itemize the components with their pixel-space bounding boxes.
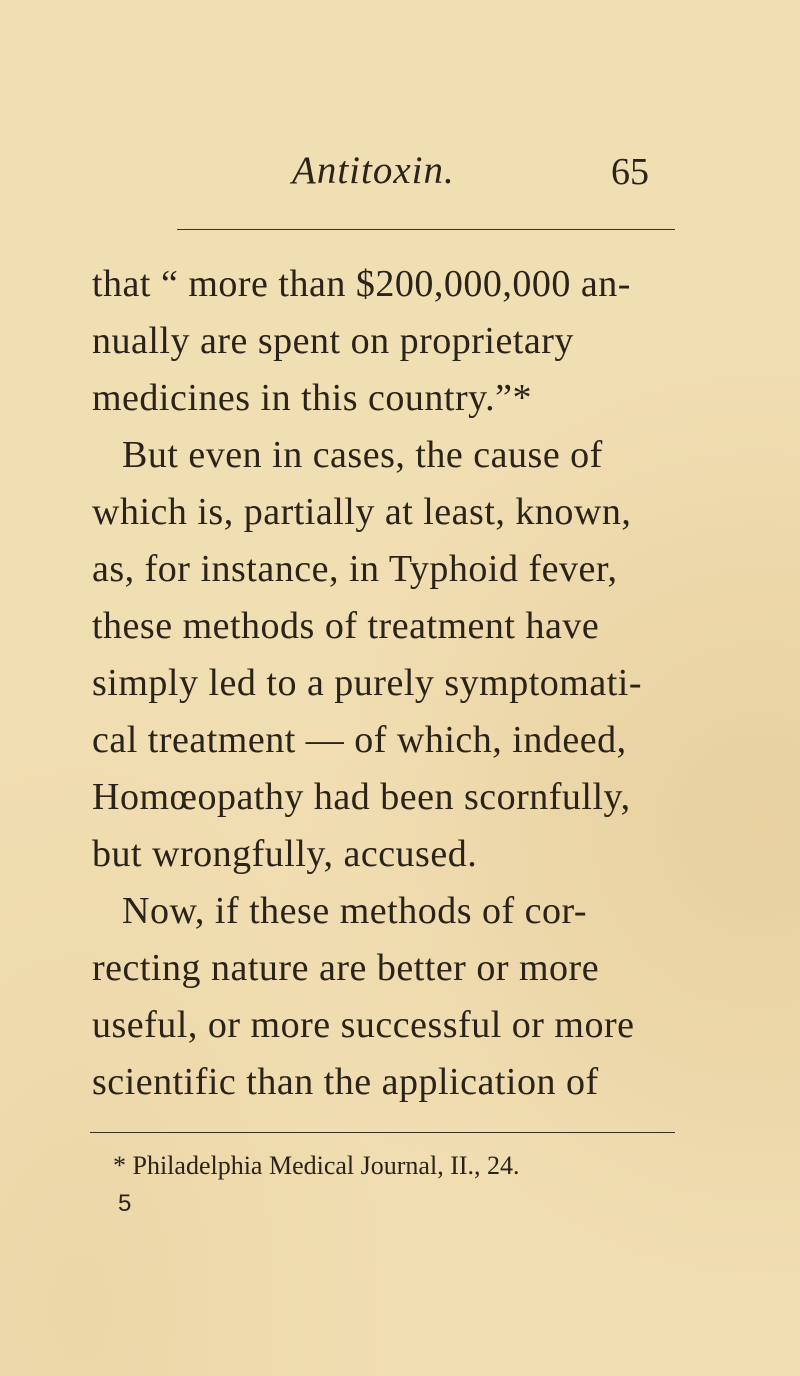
text-line: cal treatment — of which, indeed, (92, 719, 627, 761)
header-rule (177, 229, 675, 230)
text-line: useful, or more successful or more (92, 1004, 635, 1046)
body-text (92, 256, 712, 1111)
text-line: But even in cases, the cause of (122, 434, 603, 476)
text-line: as, for instance, in Typhoid fever, (92, 548, 618, 590)
page-header (0, 148, 800, 198)
text-line: but wrongfully, accused. (92, 833, 478, 875)
text-line: that “ more than $200,000,000 an- (92, 263, 631, 305)
text-line: which is, partially at least, known, (92, 491, 632, 533)
signature-mark: 5 (118, 1190, 132, 1217)
text-line: Homœopathy had been scornfully, (92, 776, 631, 818)
footnote-rule (90, 1132, 675, 1133)
text-line: medicines in this country.”* (92, 377, 532, 419)
page-number: 65 (611, 151, 649, 193)
text-line: these methods of treatment have (92, 605, 600, 647)
footnote: * Philadelphia Medical Journal, II., 24. (113, 1151, 520, 1180)
text-line: scientific than the application of (92, 1061, 599, 1103)
text-line: recting nature are better or more (92, 947, 600, 989)
text-line: Now, if these methods of cor- (122, 890, 588, 932)
running-title: Antitoxin. (292, 149, 455, 192)
text-line: nually are spent on proprietary (92, 320, 574, 362)
text-line: simply led to a purely symptomati- (92, 662, 642, 704)
